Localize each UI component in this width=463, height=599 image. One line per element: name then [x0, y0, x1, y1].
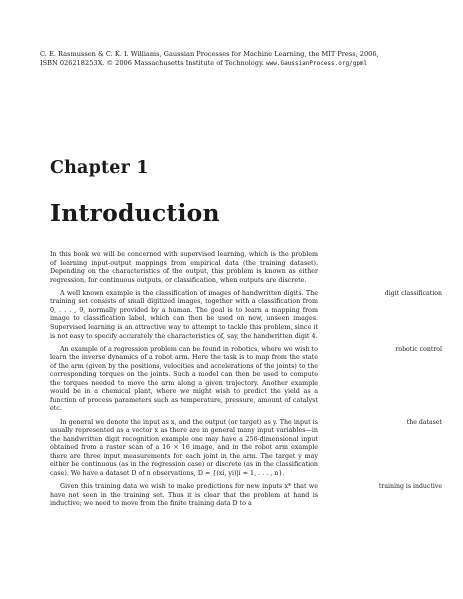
- margin-note-training-inductive: training is inductive: [378, 483, 442, 491]
- paragraph-text: Given this training data we wish to make predictions for new inputs x* that we have not seen in the training set. Thus it is clear that the problem at hand is inductive; we need to move from the finite training data D to a: [50, 483, 318, 508]
- copyright-header: [40, 50, 440, 68]
- margin-note-robotic-control: robotic control: [395, 345, 442, 353]
- chapter-label: Chapter 1: [50, 158, 149, 178]
- header-url: www.GaussianProcess.org/gpml: [266, 60, 368, 68]
- paragraph-the-dataset: [50, 418, 442, 479]
- paragraph-training-inductive: [50, 483, 442, 509]
- paragraph-digit-classification: [50, 289, 442, 341]
- paragraph-text: An example of a regression problem can be found in robotics, where we wish to learn the inverse dynamics of a robot arm. Here the task is to map from the state of the arm (given by the positions, velocities and accelerations of the joints) to the corresponding torques on the joints. Such a model can then be used to compute the torques needed to move the arm along a given trajectory. Another example would be in a chemical plant, where we might wish to predict the yield as a function of process parameters such as temperature, pressure, amount of catalyst etc.: [50, 345, 318, 413]
- paragraph-intro: [50, 251, 318, 285]
- margin-note-digit-classification: digit classification: [384, 289, 442, 297]
- paragraph-robotic-control: [50, 345, 442, 414]
- chapter-title: Introduction: [50, 199, 220, 227]
- margin-note-the-dataset: the dataset: [406, 418, 442, 426]
- header-line-2: [40, 59, 440, 68]
- header-isbn: ISBN 026218253X. © 2006 Massachusetts Institute of Technology.: [40, 59, 264, 68]
- header-line-1: C. E. Rasmussen & C. K. I. Williams, Gaussian Processes for Machine Learning, the MIT Press, 2006,: [40, 50, 379, 58]
- paragraph-text: A well known example is the classification of images of handwritten digits. The training set consists of small digitized images, together with a classification from 0, . . . , 9, normally provided by a human. The goal is to learn a mapping from image to classification label, which can then be used on new, unseen images. Supervised learning is an attractive way to attempt to tackle this problem, since it is not easy to specify accurately the characteristics of, say, the handwritten digit 4.: [50, 289, 318, 340]
- paragraph-text: In general we denote the input as x, and the output (or target) as y. The input is usually represented as a vector x as there are in general many input variables—in the handwritten digit recognition example one may have a 256-dimensional input obtained from a raster scan of a 16 × 16 image, and in the robot arm example there are three input measurements for each joint in the arm. The target y may either be continuous (as in the regression case) or discrete (as in the classification case). We have a dataset D of n observations, D = {(xi, yi)|i = 1, . . . , n}.: [50, 418, 318, 477]
- chapter-body: [50, 251, 442, 513]
- paragraph-text: In this book we will be concerned with supervised learning, which is the problem of learning input-output mappings from empirical data (the training dataset). Depending on the characteristics of the output, this problem is known as either regression, for continuous outputs, or classification, when outputs are discrete.: [50, 251, 318, 284]
